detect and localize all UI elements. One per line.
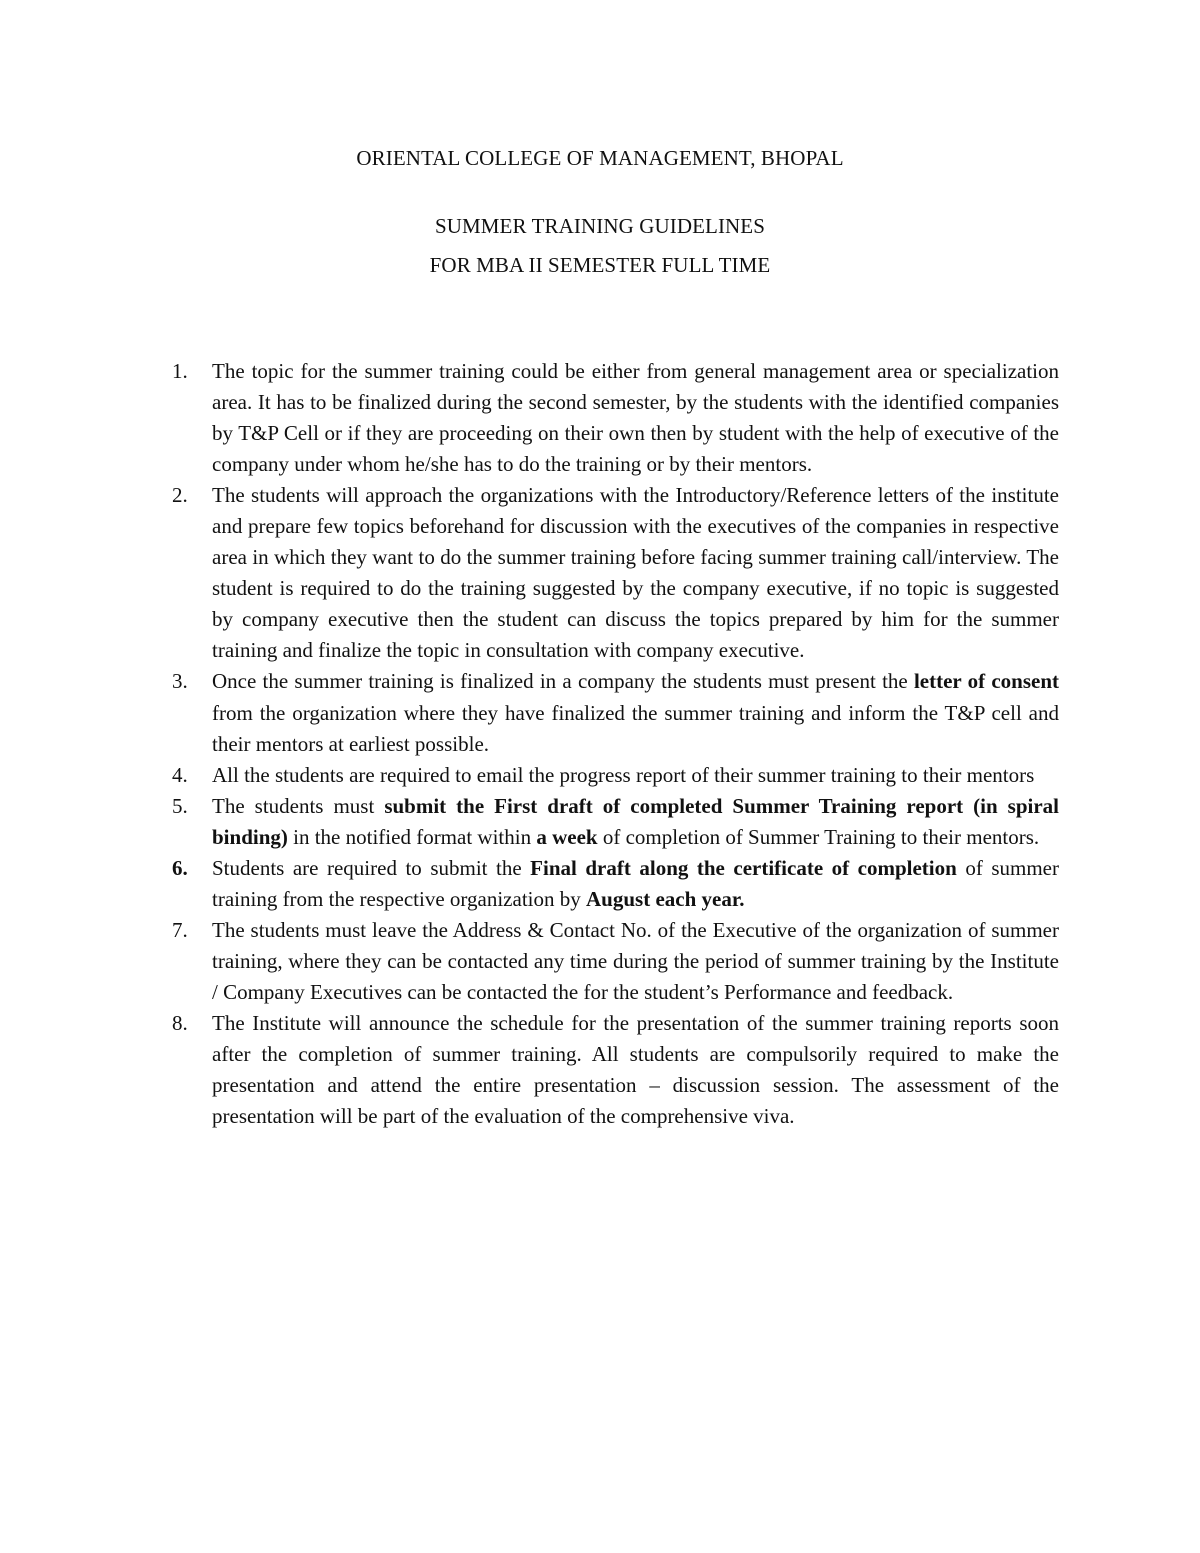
guideline-text <box>212 483 1059 662</box>
guideline-number: 8. <box>172 1010 188 1035</box>
guideline-emphasis: letter of consent <box>913 669 1060 694</box>
guideline-item <box>162 480 1059 666</box>
guideline-item <box>162 1008 1059 1132</box>
guideline-item <box>162 853 1059 915</box>
guideline-emphasis: a week <box>536 824 598 849</box>
guidelines-list <box>162 356 1059 1132</box>
guideline-text <box>212 856 1059 911</box>
college-name-heading: ORIENTAL COLLEGE OF MANAGEMENT, BHOPAL <box>356 146 844 170</box>
guideline-text <box>212 669 1059 755</box>
guideline-text <box>212 794 1059 849</box>
guideline-text-segment: The students must <box>212 793 385 818</box>
guideline-number: 5. <box>172 793 188 818</box>
guideline-number: 6. <box>172 855 188 880</box>
guideline-emphasis: submit the First draft of completed Summer Training report (in spiral binding) <box>212 793 1059 849</box>
guideline-text-segment: Once the summer training is finalized in a company the students must present the <box>212 669 914 694</box>
document-title: SUMMER TRAINING GUIDELINES <box>434 214 766 238</box>
guideline-emphasis: Final draft along the certificate of completion <box>530 855 957 880</box>
guideline-text-segment: All the students are required to email the progress report of their summer training to their mentors <box>212 762 1035 787</box>
guideline-item <box>162 760 1059 791</box>
guideline-text <box>212 763 1034 787</box>
guideline-number: 7. <box>172 917 188 942</box>
guideline-number: 1. <box>172 359 188 383</box>
guideline-text <box>212 359 1059 476</box>
guideline-text <box>212 918 1059 1004</box>
guideline-text-segment: The topic for the summer training could be either from general management area or specialization area. It has to be finalized during the second semester, by the students with the identified companies by T&P Cell or if they are proceeding on their own then by student with the help of executive of the company under whom he/she has to do the training or by their mentors. <box>212 359 1059 477</box>
guideline-text-segment: in the notified format within <box>287 824 537 849</box>
guideline-number: 3. <box>172 669 188 694</box>
guideline-text-segment: Students are required to submit the <box>212 855 531 880</box>
guideline-number: 2. <box>172 483 188 508</box>
guideline-item <box>162 666 1059 759</box>
guideline-item <box>162 356 1059 480</box>
guideline-item <box>162 791 1059 853</box>
guideline-number: 4. <box>172 762 188 787</box>
guideline-text-segment: of completion of Summer Training to their mentors. <box>597 824 1040 849</box>
guideline-text-segment: The students must leave the Address & Contact No. of the Executive of the organization of summer training, where they can be contacted any time during the period of summer training by the Institute / Company Executives can be contacted the for the student’s Performance and feedback. <box>212 917 1059 1004</box>
document-subtitle: FOR MBA II SEMESTER FULL TIME <box>429 253 771 277</box>
guideline-text-segment: The Institute will announce the schedule for the presentation of the summer training reports soon after the completion of summer training. All students are compulsorily required to make the presentation and attend the entire presentation – discussion session. The assessment of the presentation will be part of the evaluation of the comprehensive viva. <box>212 1010 1059 1129</box>
guideline-text-segment: The students will approach the organizations with the Introductory/Reference letters of the institute and prepare few topics beforehand for discussion with the executives of the companies in respective area in which they want to do the summer training before facing summer training call/interview. The student is required to do the training suggested by the company executive, if no topic is suggested by company executive then the student can discuss the topics prepared by him for the summer training and finalize the topic in consultation with company executive. <box>212 483 1059 663</box>
guideline-emphasis: August each year. <box>586 886 745 911</box>
guideline-text-segment: from the organization where they have finalized the summer training and inform the T&P cell and their mentors at earliest possible. <box>212 700 1059 756</box>
guideline-text <box>212 1011 1059 1128</box>
guideline-text-segment: of summer training from the respective organization by <box>212 855 1059 911</box>
guideline-item <box>162 915 1059 1008</box>
